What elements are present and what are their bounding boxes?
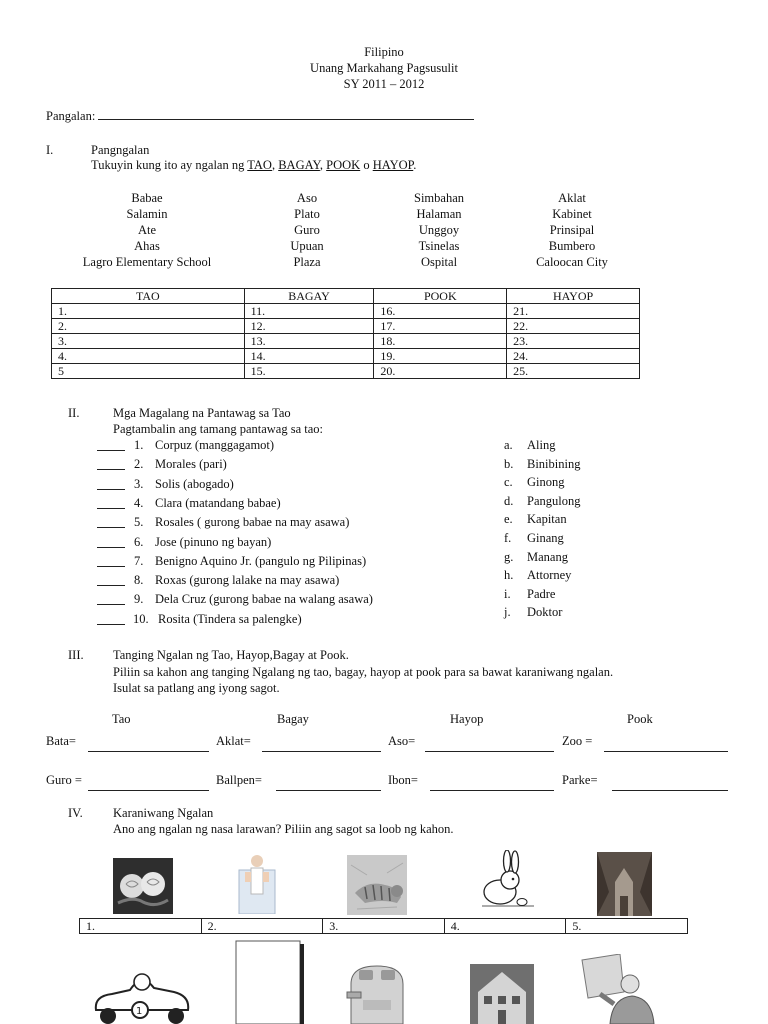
- item-text: Rosales ( gurong babae na may asawa): [155, 515, 350, 530]
- word-bank-item: Salamin: [126, 207, 168, 221]
- choice-letter: c.: [504, 475, 513, 490]
- header-pook: Pook: [627, 712, 653, 726]
- word-bank-item: Ahas: [134, 239, 160, 253]
- svg-text:1: 1: [136, 1006, 143, 1017]
- word-bank-item: Caloocan City: [536, 255, 608, 269]
- item-number: 1.: [134, 438, 144, 452]
- word-tao: TAO: [247, 158, 272, 172]
- header-bagay: Bagay: [277, 712, 309, 726]
- blank-bata[interactable]: [88, 740, 209, 752]
- answer-cell[interactable]: 22.: [507, 319, 640, 334]
- blank-aso[interactable]: [425, 740, 554, 752]
- choice-text: Attorney: [527, 568, 572, 583]
- answer-cell[interactable]: 18.: [374, 334, 507, 349]
- table-row: [52, 304, 640, 319]
- answer-cell[interactable]: 1.: [52, 304, 245, 319]
- header-hayop: HAYOP: [507, 289, 640, 304]
- blank-ibon[interactable]: [430, 779, 554, 791]
- item-text: Jose (pinuno ng bayan): [155, 534, 272, 549]
- item-text: Clara (matandang babae): [155, 495, 281, 510]
- instruction-text: Tukuyin kung ito ay ngalan ng: [91, 158, 245, 172]
- item-number: 9.: [134, 592, 144, 607]
- blank-ballpen[interactable]: [276, 779, 381, 791]
- table-row: [52, 349, 640, 364]
- rabbit-image: [472, 850, 538, 912]
- toaster-image: [345, 960, 409, 1024]
- section3-line1: Piliin sa kahon ang tanging Ngalang ng tao, bagay, hayop at pook para sa bawat karaniwang ngalan.: [113, 665, 614, 679]
- label-ballpen: Ballpen=: [216, 773, 262, 787]
- school-year: SY 2011 – 2012: [343, 77, 425, 91]
- answer-cell[interactable]: 24.: [507, 349, 640, 364]
- item-number: 2.: [134, 457, 144, 472]
- word-bank-item: Tsinelas: [418, 239, 460, 253]
- word-bank-item: Halaman: [416, 207, 462, 221]
- item-number: 8.: [134, 573, 144, 588]
- item-text: Benigno Aquino Jr. (pangulo ng Pilipinas): [155, 553, 367, 568]
- choice-letter: g.: [504, 549, 514, 564]
- word-bank-item: Simbahan: [414, 191, 464, 205]
- section1-title: Pangngalan: [91, 143, 150, 157]
- answer-blank[interactable]: [97, 450, 125, 451]
- answer-cell[interactable]: 11.: [244, 304, 374, 319]
- word-bank-item: Aklat: [558, 191, 586, 205]
- answer-cell[interactable]: 21.: [507, 304, 640, 319]
- answer-blank[interactable]: [97, 566, 125, 567]
- word-bank-item: Kabinet: [552, 207, 592, 221]
- label-zoo: Zoo =: [562, 734, 593, 748]
- priest-image: [237, 852, 277, 914]
- word-bank-item: Bumbero: [548, 239, 596, 253]
- choice-letter: j.: [504, 605, 511, 620]
- answer-cell[interactable]: 14.: [244, 349, 374, 364]
- word-bank-item: Guro: [294, 223, 320, 237]
- section4-title: Karaniwang Ngalan: [113, 806, 214, 820]
- choice-text: Doktor: [527, 605, 563, 620]
- word-bank-item: Prinsipal: [549, 223, 595, 237]
- item-text: Dela Cruz (gurong babae na walang asawa): [155, 592, 373, 607]
- word-bank-item: Upuan: [290, 239, 324, 253]
- word-bank-item: Lagro Elementary School: [82, 255, 212, 269]
- answer-cell[interactable]: 12.: [244, 319, 374, 334]
- choice-text: Kapitan: [527, 512, 567, 527]
- fill-row-1: [46, 734, 76, 749]
- roses-image: [113, 858, 173, 914]
- label-ibon: Ibon=: [388, 773, 418, 787]
- word-bank-item: Ospital: [420, 255, 458, 269]
- subject-title: Filipino: [364, 45, 404, 59]
- table-row: [52, 364, 640, 379]
- item-text: Morales (pari): [155, 457, 227, 472]
- answer-cell[interactable]: 17.: [374, 319, 507, 334]
- section4-instruction: Ano ang ngalan ng nasa larawan? Piliin ang sagot sa loob ng kahon.: [113, 822, 454, 836]
- choice-text: Ginong: [527, 475, 565, 490]
- label-aso: Aso=: [388, 734, 416, 748]
- picture-answer-box[interactable]: 4.: [444, 919, 566, 934]
- label-guro: Guro =: [46, 773, 82, 787]
- word-bank-item: Babae: [131, 191, 163, 205]
- name-blank[interactable]: [98, 109, 474, 120]
- item-text: Roxas (gurong lalake na may asawa): [155, 573, 340, 588]
- section3-title: Tanging Ngalan ng Tao, Hayop,Bagay at Pook.: [113, 648, 349, 662]
- word-o: o: [363, 158, 370, 172]
- blank-zoo[interactable]: [604, 740, 728, 752]
- section4-number: IV.: [68, 806, 83, 820]
- blank-aklat[interactable]: [262, 740, 381, 752]
- man-reading-image: [580, 954, 656, 1024]
- section3-line2: Isulat sa patlang ang iyong sagot.: [113, 681, 280, 695]
- answer-blank[interactable]: [97, 527, 125, 528]
- section2-instruction: Pagtambalin ang tamang pantawag sa tao:: [113, 422, 324, 436]
- picture-answer-box[interactable]: 5.: [566, 919, 688, 934]
- classification-table: [51, 288, 640, 379]
- answer-cell[interactable]: 20.: [374, 364, 507, 379]
- word-bank-item: Plaza: [293, 255, 321, 269]
- answer-cell[interactable]: 19.: [374, 349, 507, 364]
- item-text: Solis (abogado): [155, 476, 234, 491]
- word-bagay: BAGAY: [278, 158, 320, 172]
- section1-number: I.: [46, 143, 54, 157]
- answer-blank[interactable]: [97, 604, 125, 605]
- choice-text: Binibining: [527, 456, 581, 471]
- header-tao: TAO: [52, 289, 245, 304]
- word-bank-item: Plato: [294, 207, 320, 221]
- item-text: Corpuz (manggagamot): [155, 438, 275, 452]
- word-bank-item: Unggoy: [418, 223, 460, 237]
- answer-cell[interactable]: 5: [52, 364, 245, 379]
- section2-title: Mga Magalang na Pantawag sa Tao: [113, 406, 291, 420]
- word-pook: POOK: [326, 158, 361, 172]
- choice-letter: e.: [504, 512, 513, 527]
- answer-blank[interactable]: [97, 469, 125, 470]
- name-label: Pangalan:: [46, 109, 96, 123]
- item-number: 4.: [134, 495, 144, 510]
- item-text: Rosita (Tindera sa palengke): [158, 611, 302, 626]
- item-number: 7.: [134, 553, 144, 568]
- item-number: 6.: [134, 534, 144, 549]
- table-row: [52, 334, 640, 349]
- period: .: [413, 158, 417, 172]
- table-header-row: [52, 289, 640, 304]
- choice-text: Pangulong: [527, 493, 581, 508]
- name-row: [46, 109, 474, 124]
- choice-text: Ginang: [527, 531, 564, 545]
- word-bank-item: Ate: [137, 223, 157, 237]
- comma: ,: [271, 158, 276, 172]
- choice-letter: h.: [504, 568, 514, 583]
- label-parke: Parke=: [562, 773, 598, 787]
- section1-instruction: [91, 158, 416, 173]
- header-tao: Tao: [112, 712, 131, 726]
- car-image: [90, 966, 194, 1024]
- exam-title: Unang Markahang Pagsusulit: [310, 61, 458, 75]
- paper-image: [233, 938, 305, 1024]
- section3-number: III.: [68, 648, 84, 662]
- table-row: [52, 319, 640, 334]
- section2-number: II.: [68, 406, 80, 420]
- answer-blank[interactable]: [97, 547, 125, 548]
- header-pook: POOK: [374, 289, 507, 304]
- answer-blank[interactable]: [97, 489, 125, 490]
- choice-letter: i.: [504, 586, 511, 601]
- tiger-image: [347, 855, 407, 915]
- picture-answer-box[interactable]: 2.: [201, 919, 323, 934]
- header-bagay: BAGAY: [244, 289, 374, 304]
- answer-cell[interactable]: 3.: [52, 334, 245, 349]
- header-hayop: Hayop: [450, 712, 484, 726]
- house-image: [470, 964, 534, 1024]
- blank-parke[interactable]: [612, 779, 728, 791]
- choice-letter: f.: [504, 531, 512, 545]
- answer-cell[interactable]: 13.: [244, 334, 374, 349]
- label-aklat: Aklat=: [216, 734, 251, 748]
- church-image: [597, 852, 652, 916]
- answer-cell[interactable]: 16.: [374, 304, 507, 319]
- word-bank-item: Aso: [296, 191, 318, 205]
- choice-letter: d.: [504, 493, 514, 508]
- choice-text: Aling: [527, 438, 556, 452]
- answer-blank[interactable]: [97, 508, 125, 509]
- choice-letter: a.: [504, 438, 513, 452]
- choice-text: Manang: [527, 549, 568, 564]
- label-bata: Bata=: [46, 734, 76, 748]
- answer-blank[interactable]: [97, 585, 125, 586]
- picture-answer-box[interactable]: 3.: [323, 919, 445, 934]
- comma: ,: [319, 158, 324, 172]
- item-number: 10.: [133, 611, 149, 626]
- picture-answer-box[interactable]: 1.: [80, 919, 202, 934]
- blank-guro[interactable]: [88, 779, 209, 791]
- answer-cell[interactable]: 23.: [507, 334, 640, 349]
- answer-cell[interactable]: 4.: [52, 349, 245, 364]
- choice-text: Padre: [527, 586, 556, 601]
- item-number: 5.: [134, 515, 144, 530]
- answer-cell[interactable]: 15.: [244, 364, 374, 379]
- answer-boxes: [79, 918, 688, 934]
- choice-letter: b.: [504, 456, 514, 471]
- answer-cell[interactable]: 25.: [507, 364, 640, 379]
- answer-blank[interactable]: [97, 624, 125, 625]
- word-hayop: HAYOP: [372, 158, 414, 172]
- answer-cell[interactable]: 2.: [52, 319, 245, 334]
- item-number: 3.: [134, 476, 144, 491]
